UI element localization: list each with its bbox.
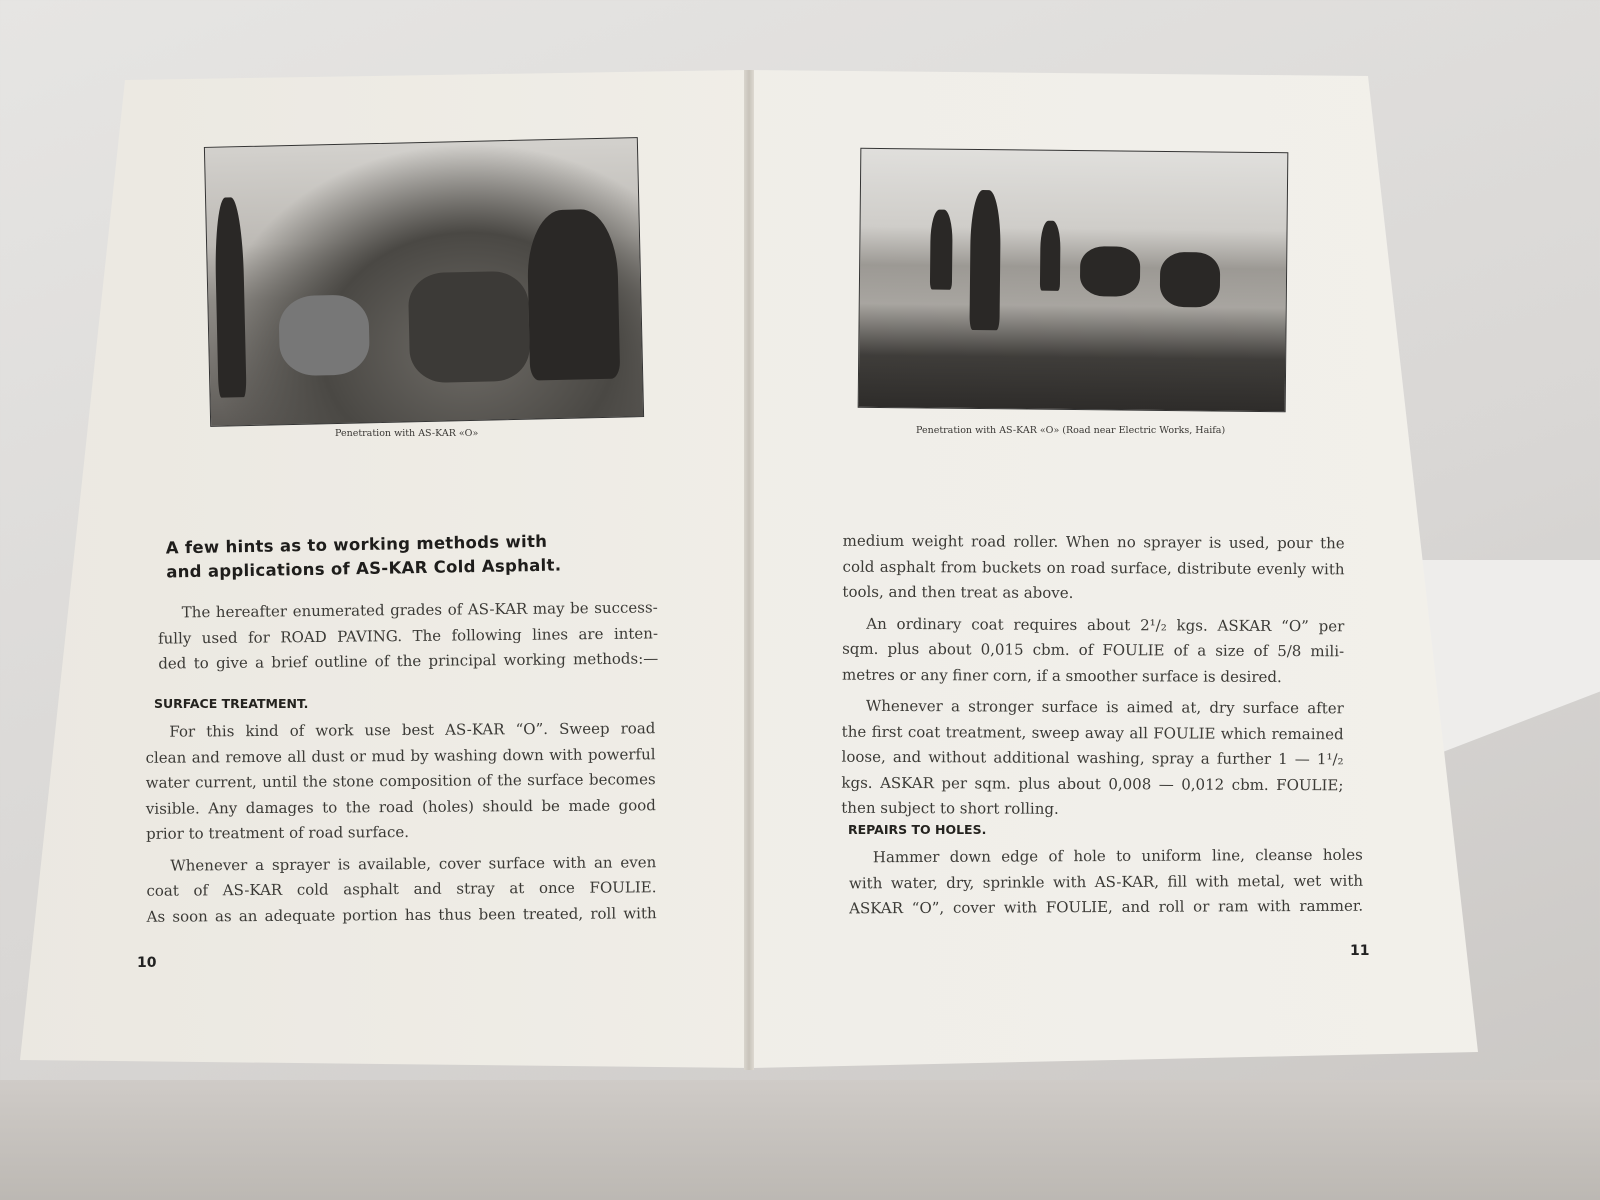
text-line: ded to give a brief outline of the principal working methods:— xyxy=(158,649,659,673)
text-line: kgs. ASKAR per sqm. plus about 0,008 — 0,012 cbm. FOULIE; xyxy=(841,773,1344,794)
section-title-repairs-to-holes: REPAIRS TO HOLES. xyxy=(848,822,987,837)
text-line: then subject to short rolling. xyxy=(841,798,1059,818)
right-photo-caption: Penetration with AS-KAR «O» (Road near Electric Works, Haifa) xyxy=(916,425,1226,436)
text-line: cold asphalt from buckets on road surface, distribute evenly with xyxy=(842,557,1345,578)
text-line: metres or any finer corn, if a smoother surface is desired. xyxy=(841,665,1282,686)
text-line: loose, and without additional washing, spray a further 1 — 1¹/₂ xyxy=(841,747,1344,769)
text-line: the first coat treatment, sweep away all FOULIE which remained xyxy=(841,722,1344,743)
left-photo-caption: Penetration with AS-KAR «O» xyxy=(335,428,479,439)
text-line: An ordinary coat requires about 2¹/₂ kgs. ASKAR “O” per xyxy=(866,614,1345,635)
photo-sprayer xyxy=(1080,246,1141,297)
photo-figure xyxy=(526,209,620,381)
text-line: ASKAR “O”, cover with FOULIE, and roll or ram with rammer. xyxy=(849,896,1364,918)
page-number-left: 10 xyxy=(137,955,157,971)
photo-sprayer xyxy=(408,271,530,384)
photo-worker-with-barrel xyxy=(204,137,644,427)
photo-sprayer xyxy=(1160,252,1221,308)
surface-treatment-paragraph xyxy=(145,716,656,930)
photo-figure xyxy=(969,190,1000,330)
heading-line: A few hints as to working methods with xyxy=(165,531,548,558)
text-line: sqm. plus about 0,015 cbm. of FOULIE of a size of 5/8 mili- xyxy=(842,639,1345,661)
photo-figure xyxy=(930,210,953,290)
text-line: clean and remove all dust or mud by washing down with powerful xyxy=(145,744,656,767)
text-line: prior to treatment of road surface. xyxy=(146,822,410,843)
table-surface xyxy=(0,1080,1600,1200)
text-line: medium weight road roller. When no sprayer is used, pour the xyxy=(842,531,1345,553)
text-line: For this kind of work use best AS-KAR “O”. Sweep road xyxy=(169,719,656,741)
intro-paragraph xyxy=(158,595,659,677)
section-title-surface-treatment: SURFACE TREATMENT. xyxy=(154,696,309,711)
text-line: As soon as an adequate portion has thus been treated, roll with xyxy=(146,903,657,926)
text-line: fully used for ROAD PAVING. The following lines are inten- xyxy=(157,623,659,648)
photo-road-crew xyxy=(858,148,1289,412)
text-line: with water, dry, sprinkle with AS-KAR, fill with metal, wet with xyxy=(848,871,1364,892)
text-line: The hereafter enumerated grades of AS-KAR may be success- xyxy=(181,598,658,622)
text-line: visible. Any damages to the road (holes) should be made good xyxy=(145,795,656,818)
repairs-paragraph xyxy=(849,843,1363,922)
page-heading xyxy=(166,530,562,585)
photo-barrel xyxy=(278,294,370,376)
text-line: tools, and then treat as above. xyxy=(842,582,1074,602)
book-spine xyxy=(744,70,754,1070)
continued-paragraph xyxy=(841,529,1345,824)
text-line: Whenever a stronger surface is aimed at, dry surface after xyxy=(865,696,1344,718)
photo-figure xyxy=(214,197,247,398)
text-line: water current, until the stone composition of the surface becomes xyxy=(145,770,656,792)
page-number-right: 11 xyxy=(1350,943,1370,959)
photo-figure xyxy=(1040,221,1061,291)
text-line: Whenever a sprayer is available, cover surface with an even xyxy=(170,852,657,875)
text-line: coat of AS-KAR cold asphalt and stray at once FOULIE. xyxy=(146,878,657,900)
heading-line: and applications of AS-KAR Cold Asphalt. xyxy=(166,555,562,582)
text-line: Hammer down edge of hole to uniform line, cleanse holes xyxy=(872,845,1363,867)
